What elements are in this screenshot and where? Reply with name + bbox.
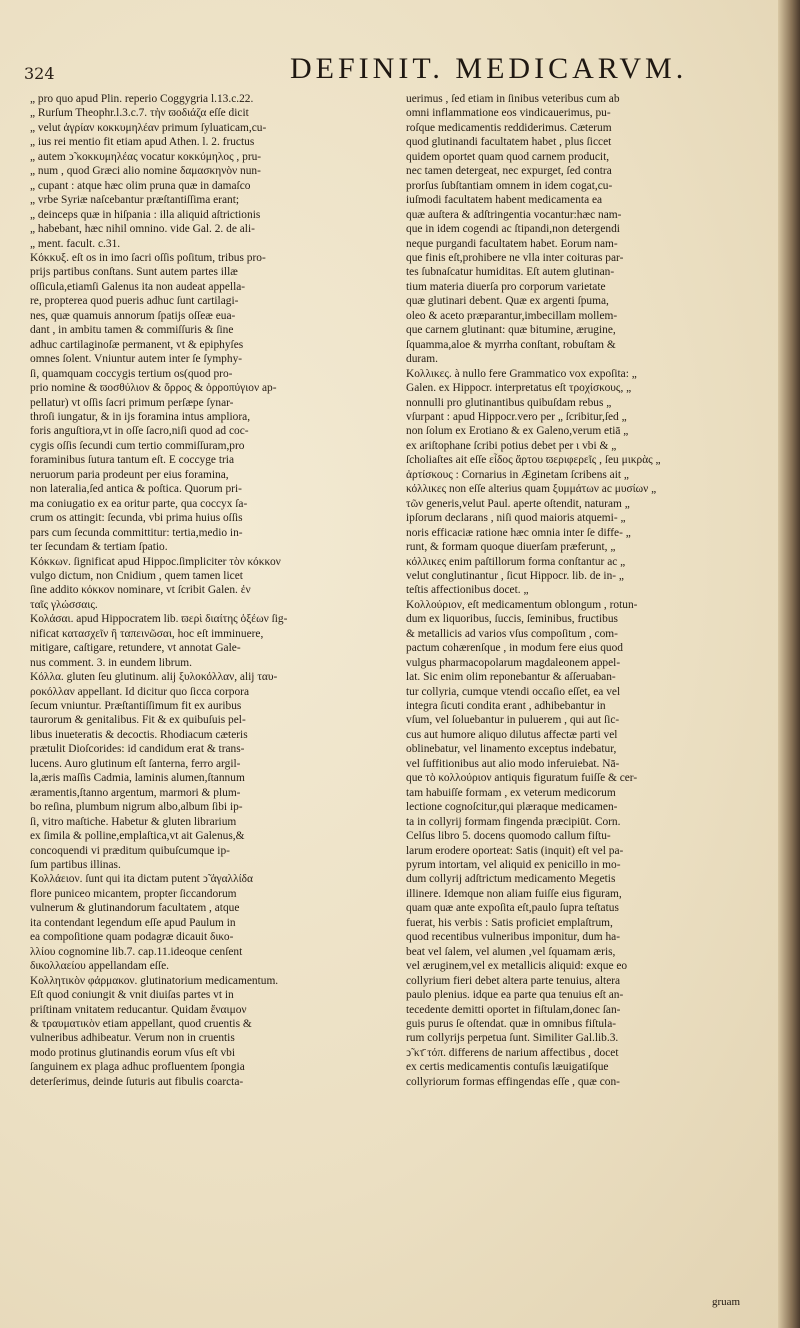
text-line: neruorum paria prodeunt per eius foramina, [30,468,229,481]
text-line: τῶν generis,velut Paul. aperte oſtendit, naturam „ [406,497,630,510]
text-line: ma coniugatio ex ea oritur parte, qua coccyx ſa- [30,497,248,510]
text-line: teſtis affectionibus docet. „ [406,584,529,597]
text-line: que finis eſt,prohibere ne vlla inter coituras par- [406,251,624,264]
text-line: nus comment. 3. in eundem librum. [30,656,192,669]
page-header [0,50,760,90]
text-line: vulnerum & glutinandorum facultatem , atque [30,902,240,915]
text-line: illinere. Idemque non aliam fuiſſe eius figuram, [406,887,622,900]
text-line: κόλλικες non eſſe alterius quam ξυμμάτων ac μυσίων „ [406,483,657,496]
text-line: ex certis medicamentis contuſis læuigatiſque [406,1061,609,1074]
text-line: neque purgandi facultatem habet. Eorum nam- [406,237,618,250]
text-line: Galen. ex Hippocr. interpretatus eſt τροχίσκους, „ [406,382,632,395]
text-line: ſquamma,aloe & myrrha conſtant, robuſtam & [406,338,616,351]
text-line: quæ glutinari debent. Quæ ex argenti ſpuma, [406,295,609,308]
text-line: pactum cohærenſque , in modum fere eius quod [406,642,624,655]
text-line: paulo plenius. idque ea parte qua tenuius eſt an- [406,989,624,1002]
text-line: fuerat, his verbis : Satis proficiet emplaſtrum, [406,916,613,929]
text-line: larum erodere oporteat: Satis (inquit) eſt vel pa- [406,844,624,857]
text-line: dum ex liquoribus, ſuccis, ſeminibus, fructibus [406,613,618,626]
text-line: ſanguinem ex plaga adhuc profluentem ſpongia [30,1061,245,1074]
text-line: pellatur) vt oſſis ſacri primum perſæpe ſynar- [30,396,234,409]
text-line: non lateralia,ſed antica & poſtica. Quorum pri- [30,483,242,496]
text-line: „ num , quod Græci alio nomine δαμασκηνὸν nun- [30,165,261,178]
text-line: quæ auſtera & adſtringentia vocantur:hæc nam- [406,208,622,221]
text-line: integra ſicuti condita erant , adhibebantur in [406,700,606,713]
text-line: vel ſuffitionibus aut alio modo inferuiebat. Nā- [406,757,620,770]
right-text-column [406,92,762,1089]
text-line: uerimus , ſed etiam in ſinibus veteribus cum ab [406,93,620,105]
text-line: iuſmodi facultatem habent medicamenta ea [406,194,603,207]
text-line: tes ſubnaſcatur humiditas. Eſt autem glutinan- [406,266,615,279]
text-line: que carnem glutinant: quæ bitumine, ærugine, [406,324,616,337]
text-line: vulgo dictum, non Cnidium , quem tamen licet [30,569,243,582]
page-number: 324 [24,64,55,83]
text-line: Κολλικες. à nullo fere Grammatico vox expoſita: „ [406,367,637,380]
text-line: bo reſina, plumbum nigrum albo,album ſibi ip- [30,801,243,814]
text-line: non ſolum ex Erotiano & ex Galeno,verum etiā „ [406,425,629,438]
text-line: tur collyria, cumque vtendi occaſio eſſet, ea vel [406,685,621,698]
text-line: velut conglutinantur , ſicut Hippocr. lib. de in- „ [406,569,624,582]
text-line: prorſus ſubſtantiam omnem in idem cogat,cu- [406,179,613,192]
text-line: priſtinam vnitatem reducantur. Quidam ἔναιμον [30,1003,247,1016]
text-line: tium materia diuerſa pro corporum varietate [406,280,606,293]
text-line: & metallicis ad varios vſus compoſitum , com- [406,627,618,640]
text-line: taurorum & genitalibus. Fit & ex quibuſuis pel- [30,714,246,727]
text-line: oblinebatur, vel linamento exceptus indebatur, [406,743,617,756]
text-line: „ ius rei mentio fit etiam apud Athen. l. 2. fructus [30,136,255,149]
text-line: prio nomine & ϖοσθύλιον & ὄρρος & ὀρροπύγιον ap- [30,382,277,395]
text-line: Κόκκων. ſignificat apud Hippoc.ſimpliciter τὸν κόκκον [30,555,281,568]
text-line: ita contendant legendum eſſe apud Paulum in [30,916,236,929]
text-line: δικολλαείου appellandam eſſe. [30,960,169,973]
running-head: DEFINIT. MEDICARVM. [290,52,688,85]
text-line: runt, & formam quoque diuerſam præferunt, „ [406,541,616,554]
text-line: κόλλικες enim paſtillorum forma conſtantur ac „ [406,555,626,568]
text-line: vulgus pharmacopolarum magdaleonem appel- [406,656,621,669]
text-line: ταῖς γλώσσαις. [30,598,98,611]
text-line: omnes ſolent. Vniuntur autem inter ſe ſymphy- [30,353,243,366]
text-line: duram. [406,353,438,366]
text-line: ex ariſtophane ſcribi potius debet per ι vbi & „ [406,439,617,452]
text-line: ↄ̃ κτ̄ τόπ. differens de narium affectibus , docet [406,1046,619,1059]
left-text-column [30,92,392,1089]
text-line: Κολλάειον. ſunt qui ita dictam putent ↄ̃ ἀγαλλίδα [30,873,254,886]
text-line: adhuc cartilaginoſæ permanent, vt & epiphyſes [30,338,244,351]
text-line: Celſus libro 5. docens quomodo callum fiſtu- [406,830,611,843]
text-line: vſurpant : apud Hippocr.vero per „ ſcribitur,ſed „ [406,410,627,423]
text-line: ſum partibus illinas. [30,859,121,872]
text-line: pyrum intortam, vel aliquid ex penicillo in mo- [406,859,621,872]
text-line: „ velut ἀγρίαν κοκκυμηλέαν primum ſyluaticam,cu- [30,121,267,134]
text-line: „ cupant : atque hæc olim pruna quæ in damaſco [30,179,251,192]
text-line: guis purus ſe oſtendat. quæ in omnibus fiſtula- [406,1018,617,1030]
text-line: quam quæ ante expoſita eſt,paulo ſupra teſtatus [406,902,619,915]
text-line: dant , in ambitu tamen & commiſſuris & ſine [30,324,234,337]
text-line: foraminibus ſutura tantum eſt. E coccyge tria [30,454,235,467]
text-line: ſine addito κόκκον nominare, vt ſcribit Galen. ἐν [30,584,251,597]
text-line: Κόκκυξ. eſt os in imo ſacri oſſis poſitum, tribus pro- [30,251,266,264]
text-line: „ deinceps quæ in hiſpania : illa aliquid aſtrictionis [30,208,261,221]
text-line: oſſicula,etiamſi Galenus ita non audeat appella- [30,280,246,293]
binding-gutter [778,0,800,1328]
text-line: ta in collyrij formam fingenda præcipiūt. Corn. [406,815,621,828]
catchword: gruam [712,1296,741,1308]
text-line: deterſerimus, deinde ſuturis aut fibulis coarcta- [30,1075,244,1088]
text-line: mitigare, caſtigare, retundere, vt annotat Gale- [30,642,241,655]
text-line: ſcholiaſtes ait eſſe εἶδος ἄρτου ϖεριφερεῖς , ſeu μικρὰς „ [406,454,661,467]
text-line: prætulit Dioſcorides: id candidum erat & trans- [30,743,245,756]
text-line: collyrium fieri debet altera parte tenuius, altera [406,974,621,987]
text-line: „ ment. facult. c.31. [30,237,121,250]
text-line: concoquendi vi præditum quibuſcumque ip- [30,844,230,857]
text-line: „ vrbe Syriæ naſcebantur præſtantiſſima erant; [30,194,240,207]
text-line: λλίου cognomine lib.7. cap.11.ideoque cenſent [30,945,243,958]
text-line: que in idem cogendi ac ſtipandi,non detergendi [406,223,620,236]
text-line: pars cum ſecunda committitur: tertia,medio in- [30,526,243,539]
text-line: lucens. Auro glutinum eſt ſanterna, ferro argil- [30,757,241,770]
text-line: quidem oportet quam quod carnem producit, [406,150,610,163]
text-line: quod glutinandi facultatem habet , plus ſiccet [406,136,612,149]
text-line: vel æruginem,vel ex metallicis aliquid: exque eo [406,960,628,973]
text-line: rum collyrijs perpetua ſunt. Similiter Gal.lib.3. [406,1032,619,1045]
text-line: dum collyrij adſtrictum medicamento Megetis [406,873,616,886]
text-line: ſecum vniuntur. Præſtantiſſimum fit ex auribus [30,700,242,713]
text-line: „ autem ↄ̃ κοκκυμηλέας vocatur κοκκύμηλος , pru- [30,150,262,163]
text-line: re, propterea quod pueris adhuc ſunt cartilagi- [30,295,239,308]
text-line: lat. Sic enim olim reponebantur & aſſeruaban- [406,671,616,684]
text-line: Eſt quod coniungit & vnit diuiſas partes vt in [30,989,234,1002]
text-line: ſi, quamquam coccygis tertium os(quod pro- [30,367,233,380]
text-line: crum os attingit: ſecunda, vbi prima huius oſſis [30,512,243,525]
text-line: que τὸ κολλούριον antiquis figuratum fuiſſe & cer- [406,772,638,785]
text-line: la,æris maſſis Cadmia, laminis alumen,ſtannum [30,772,245,785]
text-line: Κολάσαι. apud Hippocratem lib. ϖερὶ διαίτης ὀξέων ſig- [30,613,288,626]
text-line: beat vel ſalem, vel alumen ,vel ſquamam æris, [406,945,616,958]
text-line: ter ſecundam & tertiam ſpatio. [30,541,168,554]
text-line: nificat κατασχεῖν ἢ ταπεινῶσαι, hoc eſt imminuere, [30,627,264,640]
text-line: tam habuiſſe formam , ex veterum medicorum [406,786,616,799]
text-line: „ Rurſum Theophr.l.3.c.7. τὴν ϖοδιάζα eſſe dicit [30,107,249,120]
text-line: ſi, vitro maſtiche. Habetur & gluten librarium [30,815,237,828]
text-line: nec tamen detergeat, nec expurget, ſed contra [406,165,612,178]
text-line: tecedente demitti oportet in fiſtulam,donec ſan- [406,1003,621,1016]
text-line: lectione cognoſcitur,qui plæraque medicamen- [406,801,618,814]
text-line: libus inueteratis & decoctis. Rhodiacum cæteris [30,728,248,741]
text-line: nonnulli pro glutinantibus quibuſdam rebus „ [406,396,612,409]
text-line: oleo & aceto præparantur,imbecillam mollem- [406,309,618,322]
text-line: æramentis,ſtanno argentum, marmori & plum- [30,786,241,799]
text-line: ex ſimila & polline,emplaſtica,vt ait Galenus,& [30,830,245,843]
text-line: prijs partibus conſtans. Sunt autem partes illæ [30,266,238,279]
text-line: ipſorum declarans , niſi quod maioris atquemi- „ [406,512,626,525]
text-line: foris anguſtiora,vt in oſſe ſacro,niſi quod ad coc- [30,425,249,438]
text-line: cygis oſſis ſecundi cum tertio commiſſuram,pro [30,439,245,452]
text-line: noris efficaciæ ratione hæc omnia inter ſe diffe- „ [406,526,631,539]
text-line: Κολλητικὸν φάρμακον. glutinatorium medicamentum. [30,974,279,987]
text-line: & τραυματικὸν etiam appellant, quod cruentis & [30,1018,252,1030]
text-line: collyriorum formas effingendas eſſe , quæ con- [406,1075,620,1088]
text-line: ἀρτίσκους : Cornarius in Æginetam ſcribens ait „ [406,468,629,481]
text-line: Κόλλα. gluten ſeu glutinum. alij ξυλοκόλλαν, alij ταυ- [30,671,278,684]
text-line: ροκόλλαν appellant. Id dicitur quo ſicca corpora [30,685,249,698]
text-line: roſque medicamentis reddiderimus. Cæterum [406,121,612,134]
text-line: vulneribus adhibeatur. Verum non in cruentis [30,1032,235,1045]
text-line: modo protinus glutinandis eorum vſus eſt vbi [30,1046,236,1059]
text-line: cus aut humore aliquo dilutus affectæ parti vel [406,728,618,741]
text-line: flore puniceo micantem, propter ſiccandorum [30,887,237,900]
text-line: quod recentibus vulneribus imponitur, dum ha- [406,931,621,944]
text-line: „ habebant, hæc nihil omnino. vide Gal. 2. de ali- [30,223,255,236]
text-line: „ pro quo apud Plin. reperio Coggygria l.13.c.22. [30,93,254,105]
text-line: Κολλούριον, eſt medicamentum oblongum , rotun- [406,598,638,611]
text-line: throſi iungatur, & in ijs foramina intus ampliora, [30,410,251,423]
text-line: ea compoſitione quam podagræ dicauit δικο- [30,931,234,944]
text-line: omni inflammatione eos vindicauerimus, pu- [406,107,611,120]
text-line: vſum, vel ſoluebantur in puluerem , qui aut ſic- [406,714,620,727]
text-line: nes, quæ quamuis annorum ſpatijs oſſeæ eua- [30,309,236,322]
